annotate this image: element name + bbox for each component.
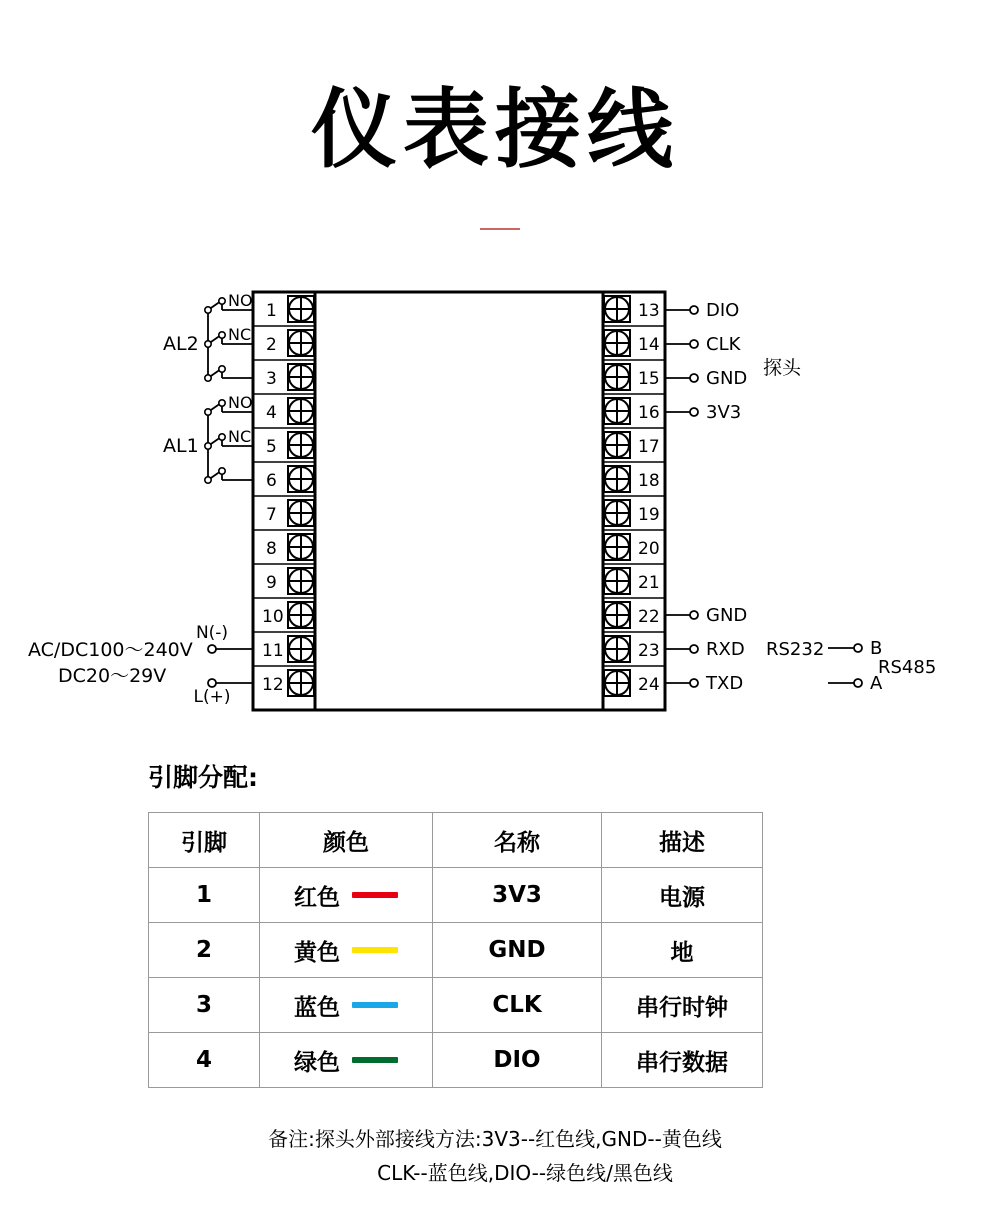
- right-label-txd: TXD: [706, 673, 744, 694]
- header-name: 名称: [433, 813, 602, 868]
- cell-pin: 4: [149, 1033, 260, 1088]
- al1-label: AL1: [163, 435, 199, 457]
- svg-text:8: 8: [266, 539, 277, 559]
- cell-desc: 电源: [602, 868, 763, 923]
- rs485-pin-a: A: [870, 673, 883, 694]
- rs485-label: RS485: [878, 657, 937, 678]
- cell-desc: 地: [602, 923, 763, 978]
- note-line-2: CLK--蓝色线,DIO--绿色线/黑色线: [377, 1161, 673, 1185]
- al1-no-label: NO: [228, 393, 253, 412]
- header-desc: 描述: [602, 813, 763, 868]
- svg-text:20: 20: [638, 539, 660, 559]
- cell-name: CLK: [433, 978, 602, 1033]
- pinout-section-title: 引脚分配:: [148, 763, 258, 792]
- note-line-1: 备注:探头外部接线方法:3V3--红色线,GND--黄色线: [268, 1127, 722, 1151]
- svg-text:4: 4: [266, 403, 277, 423]
- table-row: [149, 868, 763, 923]
- rs232-label: RS232: [766, 639, 825, 660]
- svg-text:12: 12: [262, 675, 284, 695]
- cell-pin: 2: [149, 923, 260, 978]
- svg-text:6: 6: [266, 471, 277, 491]
- svg-text:3: 3: [266, 369, 277, 389]
- svg-text:13: 13: [638, 301, 660, 321]
- table-header-row: [149, 813, 763, 868]
- pinout-table: [148, 812, 763, 1088]
- right-label-3v3: 3V3: [706, 402, 742, 423]
- al1-nc-label: NC: [228, 427, 252, 446]
- color-name: 红色: [294, 884, 340, 911]
- svg-text:24: 24: [638, 675, 660, 695]
- cell-color: [260, 923, 433, 978]
- cell-color: [260, 868, 433, 923]
- notes-block: [0, 1122, 990, 1190]
- cell-name: DIO: [433, 1033, 602, 1088]
- page-title: 仪表接线: [311, 80, 679, 180]
- color-swatch-icon: [352, 947, 398, 953]
- title-divider: [480, 228, 520, 230]
- svg-text:17: 17: [638, 437, 660, 457]
- svg-text:14: 14: [638, 335, 660, 355]
- color-name: 绿色: [294, 1049, 340, 1076]
- svg-text:7: 7: [266, 505, 277, 525]
- right-label-gnd22: GND: [706, 605, 748, 626]
- rs485-wiring: [828, 648, 854, 683]
- power-wiring: [215, 649, 253, 683]
- color-swatch-icon: [352, 892, 398, 898]
- right-label-rxd: RXD: [706, 639, 745, 660]
- right-wiring: [665, 310, 691, 683]
- cell-name: 3V3: [433, 868, 602, 923]
- right-label-dio: DIO: [706, 300, 740, 321]
- right-label-clk: CLK: [706, 334, 741, 355]
- al2-label: AL2: [163, 333, 199, 355]
- svg-text:21: 21: [638, 573, 660, 593]
- color-swatch-icon: [352, 1057, 398, 1063]
- table-row: [149, 1033, 763, 1088]
- svg-text:1: 1: [266, 301, 277, 321]
- svg-text:2: 2: [266, 335, 277, 355]
- svg-text:9: 9: [266, 573, 277, 593]
- svg-text:10: 10: [262, 607, 284, 627]
- cell-desc: 串行数据: [602, 1033, 763, 1088]
- probe-label: 探头: [763, 357, 802, 379]
- live-label: L(+): [193, 687, 231, 707]
- cell-desc: 串行时钟: [602, 978, 763, 1033]
- header-color: 颜色: [260, 813, 433, 868]
- svg-text:15: 15: [638, 369, 660, 389]
- header-pin: 引脚: [149, 813, 260, 868]
- cell-color: [260, 1033, 433, 1088]
- power-line2: DC20～29V: [58, 665, 167, 687]
- power-line1: AC/DC100～240V: [28, 639, 193, 661]
- svg-text:16: 16: [638, 403, 660, 423]
- wiring-diagram: [0, 270, 990, 740]
- right-label-gnd15: GND: [706, 368, 748, 389]
- svg-text:11: 11: [262, 641, 284, 661]
- al2-no-label: NO: [228, 291, 253, 310]
- table-row: [149, 978, 763, 1033]
- svg-text:23: 23: [638, 641, 660, 661]
- cell-color: [260, 978, 433, 1033]
- cell-name: GND: [433, 923, 602, 978]
- color-name: 黄色: [294, 939, 340, 966]
- svg-text:18: 18: [638, 471, 660, 491]
- svg-text:19: 19: [638, 505, 660, 525]
- color-swatch-icon: [352, 1002, 398, 1008]
- cell-pin: 3: [149, 978, 260, 1033]
- rs485-pin-b: B: [870, 638, 883, 659]
- color-name: 蓝色: [294, 994, 340, 1021]
- al2-nc-label: NC: [228, 325, 252, 344]
- cell-pin: 1: [149, 868, 260, 923]
- svg-text:22: 22: [638, 607, 660, 627]
- neutral-label: N(-): [195, 623, 229, 643]
- svg-text:5: 5: [266, 437, 277, 457]
- table-row: [149, 923, 763, 978]
